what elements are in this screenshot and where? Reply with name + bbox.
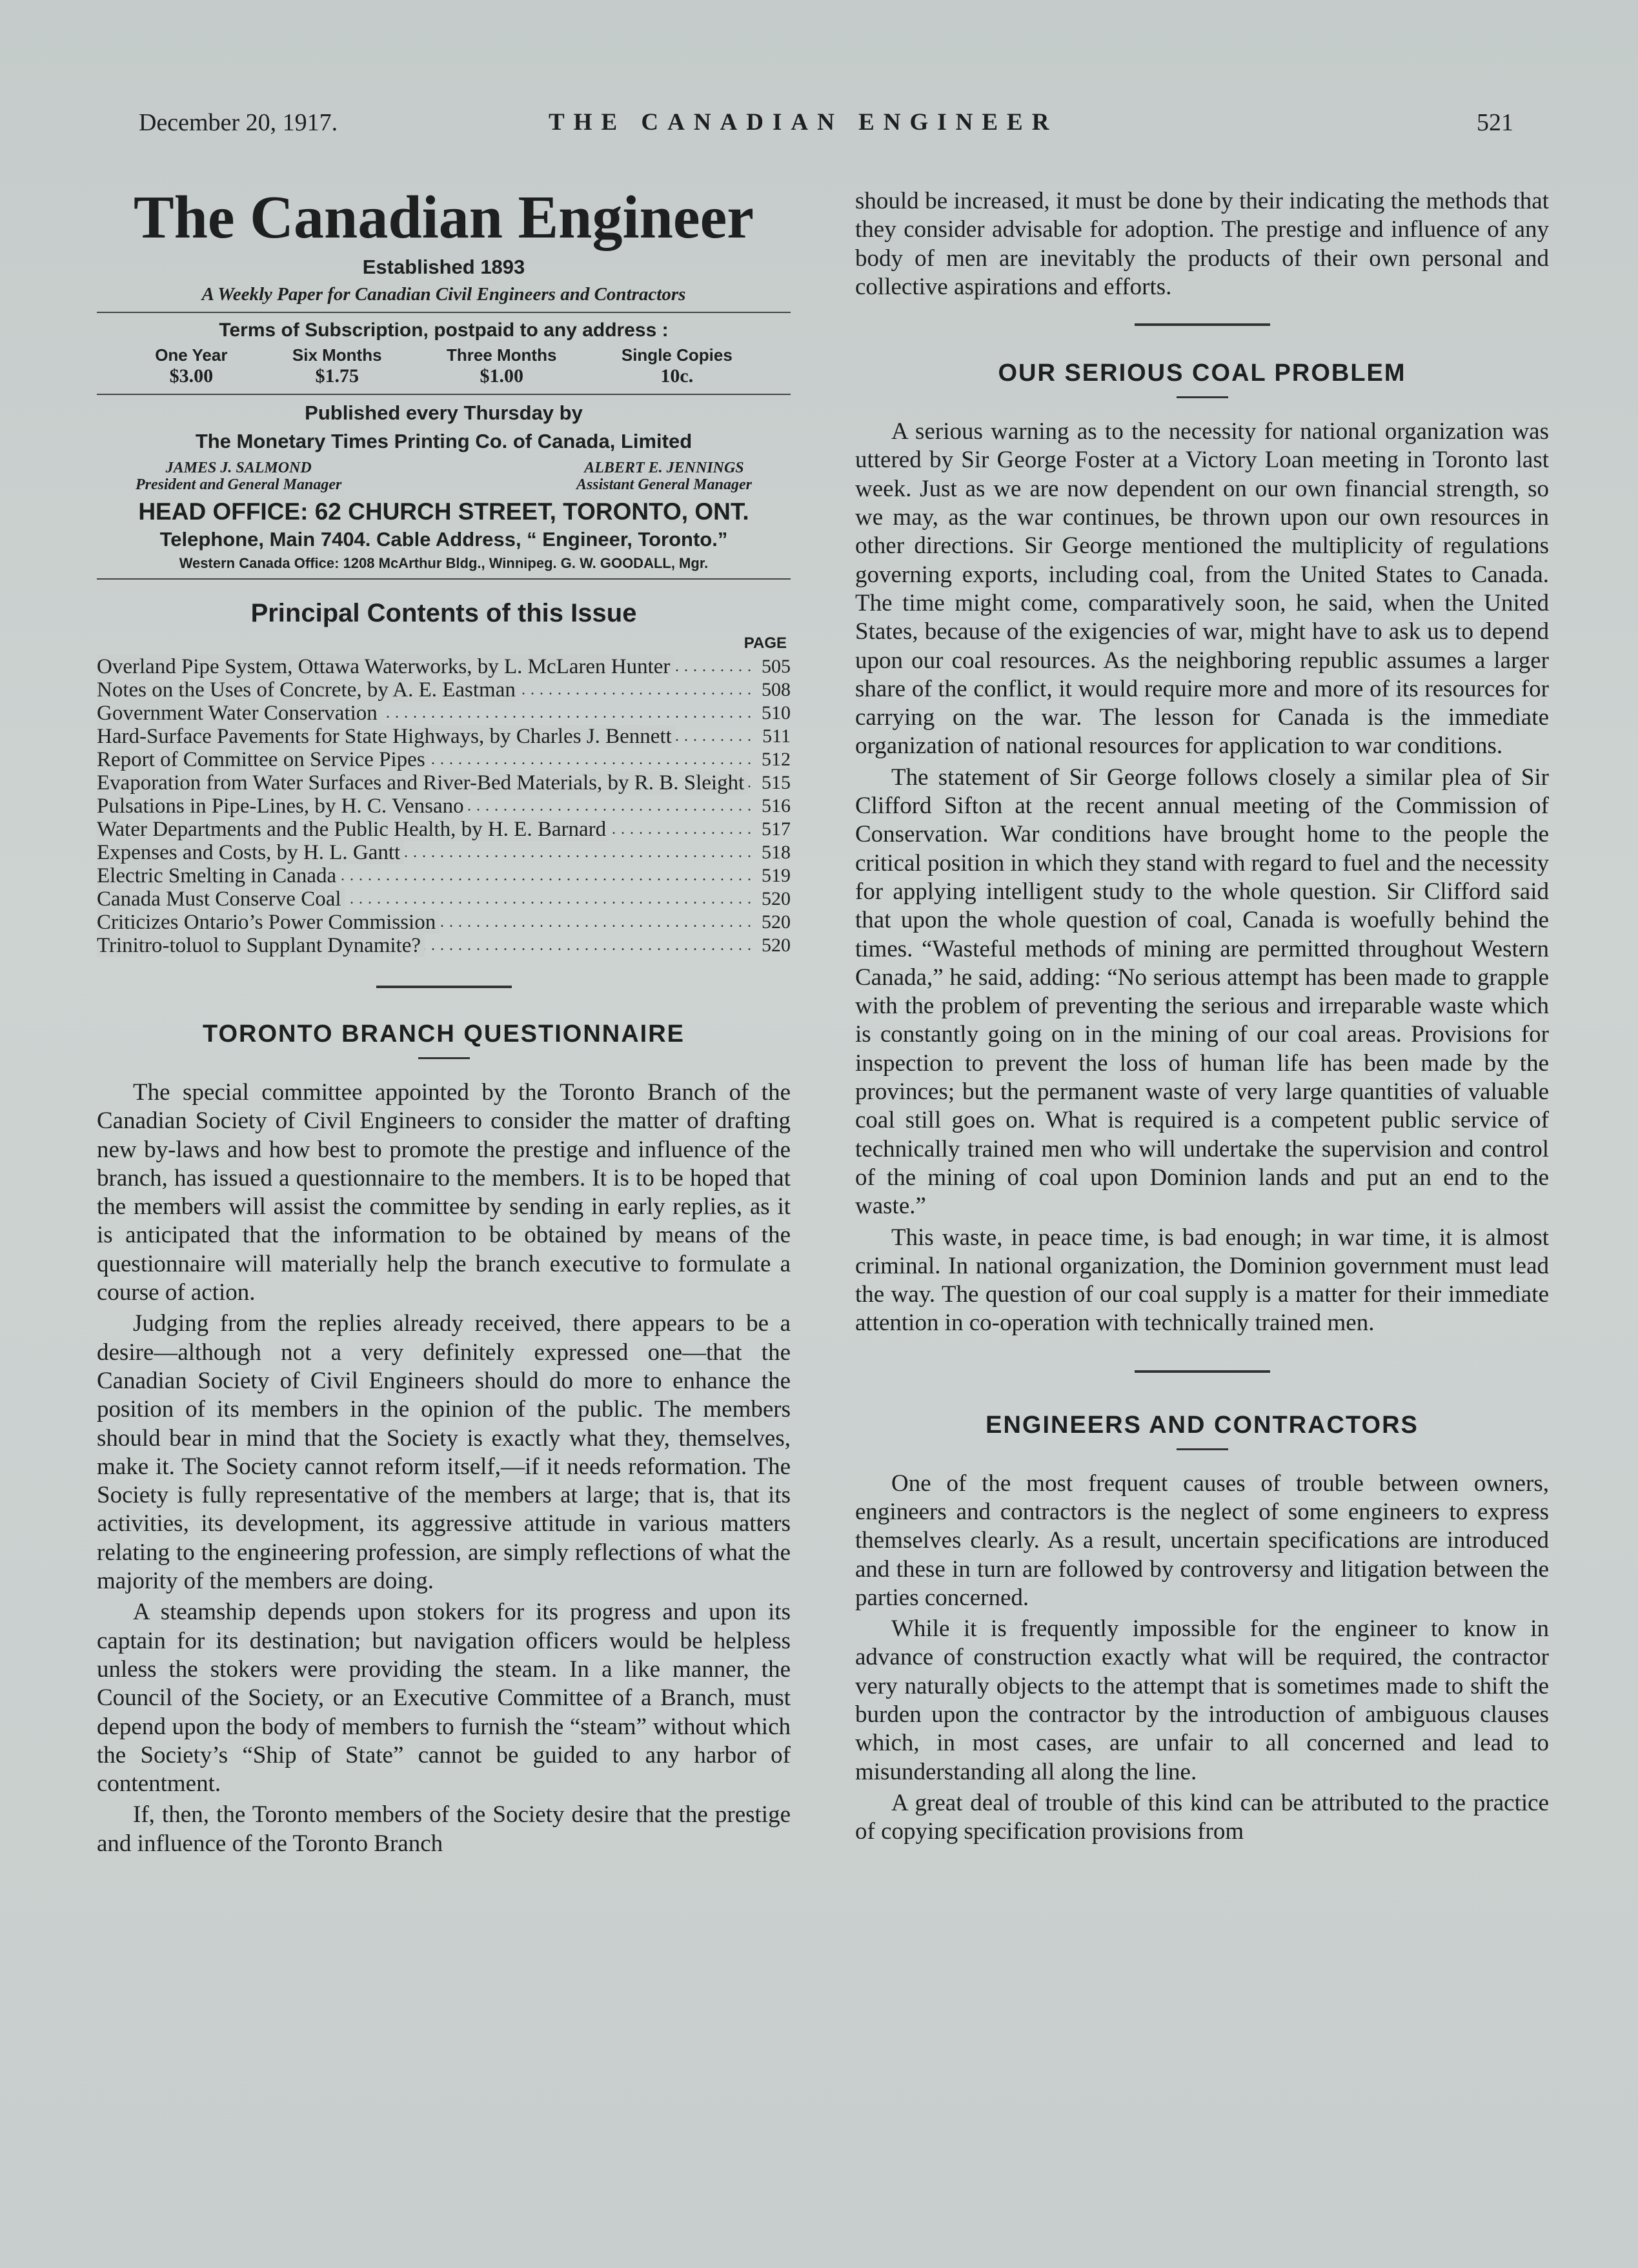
contents-item-title: Government Water Conservation . . . (97, 702, 752, 725)
divider (97, 394, 791, 395)
subscription-rate (292, 345, 382, 387)
officer-name: JAMES J. SALMOND (165, 460, 312, 476)
subscription-rate (447, 345, 556, 387)
published-line: Published every Thursday by (305, 401, 583, 424)
contents-item-page: 512 (762, 749, 791, 770)
contents-item (97, 771, 791, 795)
contents-item-title: Pulsations in Pipe-Lines, by H. C. Vensano . . . (97, 795, 752, 818)
contents-item (97, 934, 791, 957)
article-title: TORONTO BRANCH QUESTIONNAIRE (202, 1020, 685, 1048)
officer-title: Assistant General Manager (576, 476, 752, 493)
contents-item-page: 520 (762, 935, 791, 956)
left-column (97, 181, 791, 1858)
tagline: A Weekly Paper for Canadian Civil Engineers and Contractors (201, 284, 686, 305)
officer-president (136, 460, 341, 493)
officers (97, 460, 791, 493)
telephone-line: Telephone, Main 7404. Cable Address, “ Engineer, Toronto.” (159, 528, 728, 551)
contents (97, 599, 791, 957)
article-title: ENGINEERS AND CONTRACTORS (986, 1411, 1419, 1439)
paragraph: should be increased, it must be done by their indicating the methods that they consider advisable for adoption. The prestige and influence of any body of men are inevitably the products of their own personal and collective aspirations and efforts. (855, 188, 1549, 300)
contents-item (97, 887, 791, 911)
subscription-rates (97, 345, 791, 387)
paragraph: A serious warning as to the necessity for national organization was uttered by Sir George Foster at a Victory Loan meeting in Toronto last week. Just as we are now dependent on our own financial strength, so we may, as the war continues, be thrown upon our own resources in other directions. Sir George mentioned the multiplicity of regulations governing exports, including coal, from the United States to Canada. The time might come, comparatively soon, he said, when the United States, because of the exigencies of war, might have to ask us to depend upon our coal resources. As the neighboring republic assumes a larger share of the conflict, it would require more and more of its resources for carrying on the war. The lesson for Canada is the immediate organization of national resources for application to war conditions. (855, 418, 1549, 760)
contents-item-title: Expenses and Costs, by H. L. Gantt . . . (97, 841, 752, 864)
contents-item-page: 520 (762, 911, 791, 933)
head-office: HEAD OFFICE: 62 CHURCH STREET, TORONTO, ONT. (138, 498, 749, 525)
contents-item (97, 795, 791, 818)
title-rule (418, 1057, 470, 1059)
section-divider (376, 986, 512, 988)
contents-item-page: 508 (762, 679, 791, 700)
divider (97, 578, 791, 580)
officer-name: ALBERT E. JENNINGS (584, 460, 744, 476)
contents-item-title: Trinitro-toluol to Supplant Dynamite? . . . (97, 934, 752, 957)
contents-item-page: 516 (762, 795, 791, 816)
officer-assistant (576, 460, 752, 493)
contents-item (97, 818, 791, 841)
paragraph: Judging from the replies already received, there appears to be a desire—although not a very definitely expressed one—that the Canadian Society of Civil Engineers should do more to enhance the position of its members in the opinion of the public. The members should bear in mind that the Society is exactly what they, themselves, make it. The Society cannot reform itself,—if it needs reformation. The Society is fully representative of the members at large; that is, that its activities, its development, its aggressive attitude in various matters relating to the engineering profession, are simply reflections of what the majority of the members are doing. (97, 1310, 791, 1595)
paragraph: While it is frequently impossible for the engineer to know in advance of construction exactly what will be required, the contractor very naturally objects to the attempt that is sometimes made to shift the burden upon the contractor by the introduction of ambiguous clauses which, in most cases, are unfair to all concerned and lead to misunderstanding all along the line. (855, 1615, 1549, 1785)
subscription-rate (155, 345, 227, 387)
established-line: Established 1893 (362, 256, 525, 278)
contents-item (97, 841, 791, 864)
article-engineers-contractors (855, 1412, 1549, 1847)
right-column (855, 187, 1549, 1847)
contents-item (97, 678, 791, 702)
paragraph: The statement of Sir George follows closely a similar plea of Sir Clifford Sifton at the recent annual meeting of the Commission of Conservation. War conditions have brought home to the people the critical position in which they stand with regard to fuel and the necessity for applying intelligent study to the whole question. Sir Clifford said that upon the whole question of coal, Canada is woefully behind the times. “Wasteful methods of mining are permitted throughout Western Canada,” he said, adding: “No serious attempt has been made to grapple with the problem of preventing the serious and irreparable waste which is constantly going on in the mining of our coal areas. Provisions for inspection to prevent the loss of human life has been made by the provinces; but the permanent waste of very large quantities of valuable coal still goes on. What is required is a competent public service of technically trained men who will undertake the supervision and control of the mining of coal upon Dominion lands and put an end to the waste.” (855, 764, 1549, 1220)
contents-item-title: Notes on the Uses of Concrete, by A. E. Eastman . . . (97, 678, 752, 702)
contents-item-page: 520 (762, 888, 791, 909)
rate-price: $1.75 (315, 365, 359, 387)
rate-label: Six Months (292, 345, 382, 365)
contents-item-page: 505 (762, 656, 791, 677)
contents-title: Principal Contents of this Issue (250, 599, 637, 627)
rate-label: Single Copies (621, 345, 733, 365)
masthead (97, 182, 791, 580)
contents-item-page: 519 (762, 865, 791, 886)
contents-item (97, 655, 791, 678)
section-divider (1135, 1370, 1270, 1373)
rate-price: 10c. (660, 365, 694, 387)
page-number: 521 (1477, 109, 1513, 136)
contents-item-title: Canada Must Conserve Coal . . . (97, 887, 752, 911)
rate-label: Three Months (446, 345, 557, 365)
contents-item-page: 518 (762, 842, 791, 863)
contents-item (97, 864, 791, 887)
paragraph: A steamship depends upon stokers for its progress and upon its captain for its destination; but navigation officers would be helpless unless the stokers were providing the steam. In a like manner, the Council of the Society, or an Executive Committee of a Branch, must depend upon the body of members to furnish the “steam” without which the Society’s “Ship of State” cannot be guided to any harbor of contentment. (97, 1599, 791, 1797)
article-body (855, 1470, 1549, 1847)
contents-item-page: 517 (762, 818, 791, 840)
paragraph: This waste, in peace time, is bad enough; in war time, it is almost criminal. In national organization, the Dominion government must lead the way. The question of our coal supply is a matter for their immediate attention in co-operation with technically trained men. (855, 1224, 1549, 1337)
subscription-rate (622, 345, 733, 387)
paragraph: If, then, the Toronto members of the Society desire that the prestige and influence of the Toronto Branch (97, 1801, 791, 1857)
contents-list (97, 655, 791, 957)
contents-item-title: Criticizes Ontario’s Power Commission . . . (97, 911, 752, 934)
title-rule (1177, 1448, 1228, 1450)
contents-item-title: Electric Smelting in Canada . . . (97, 864, 752, 887)
paragraph: The special committee appointed by the Toronto Branch of the Canadian Society of Civil Engineers to consider the matter of drafting new by-laws and how best to promote the prestige and influence of the branch, has issued a questionnaire to the members. It is to be hoped that the members will assist the committee by sending in early replies, as it is anticipated that the information to be obtained by means of the questionnaire will materially help the branch executive to formulate a course of action. (97, 1079, 791, 1306)
divider (97, 312, 791, 313)
article-coal-problem (855, 359, 1549, 1338)
contents-item-title: Report of Committee on Service Pipes . . . (97, 748, 752, 771)
article-body (97, 1078, 791, 1858)
contents-item-page: 510 (762, 702, 791, 724)
contents-item-title: Overland Pipe System, Ottawa Waterworks, by L. McLaren Hunter . . . (97, 655, 752, 678)
rate-price: $1.00 (480, 365, 523, 387)
masthead-title: The Canadian Engineer (133, 184, 754, 251)
western-office: Western Canada Office: 1208 McArthur Bldg., Winnipeg. G. W. GOODALL, Mgr. (179, 555, 709, 571)
subscription-heading: Terms of Subscription, postpaid to any address : (219, 319, 669, 341)
contents-page-label: PAGE (743, 634, 787, 652)
contents-item-title: Evaporation from Water Surfaces and River-Bed Materials, by R. B. Sleight . . . (97, 771, 752, 795)
section-divider (1135, 323, 1270, 326)
article-continuation (855, 187, 1549, 301)
contents-item (97, 702, 791, 725)
article-body (855, 418, 1549, 1338)
rate-price: $3.00 (169, 365, 214, 387)
running-head (139, 108, 1513, 147)
paragraph: One of the most frequent causes of trouble between owners, engineers and contractors is the neglect of some engineers to express themselves clearly. As a result, uncertain specifications are introduced and these in turn are followed by controversy and litigation between the parties concerned. (855, 1470, 1549, 1611)
article-title: OUR SERIOUS COAL PROBLEM (998, 359, 1406, 387)
article-toronto-branch (97, 1020, 791, 1858)
publisher-name: The Monetary Times Printing Co. of Canada, Limited (195, 430, 693, 452)
contents-item-page: 511 (762, 725, 791, 747)
contents-item (97, 725, 791, 748)
issue-date: December 20, 1917. (139, 109, 338, 136)
contents-item (97, 911, 791, 934)
title-rule (1177, 396, 1228, 398)
paragraph: A great deal of trouble of this kind can be attributed to the practice of copying specification provisions from (855, 1789, 1549, 1845)
contents-item (97, 748, 791, 771)
contents-item-page: 515 (762, 772, 791, 793)
contents-item-title: Hard-Surface Pavements for State Highways, by Charles J. Bennett . . . (97, 725, 752, 748)
rate-label: One Year (155, 345, 228, 365)
journal-name: THE CANADIAN ENGINEER (549, 109, 1058, 136)
officer-title: President and General Manager (136, 476, 342, 493)
contents-item-title: Water Departments and the Public Health, by H. E. Barnard . . . (97, 818, 752, 841)
